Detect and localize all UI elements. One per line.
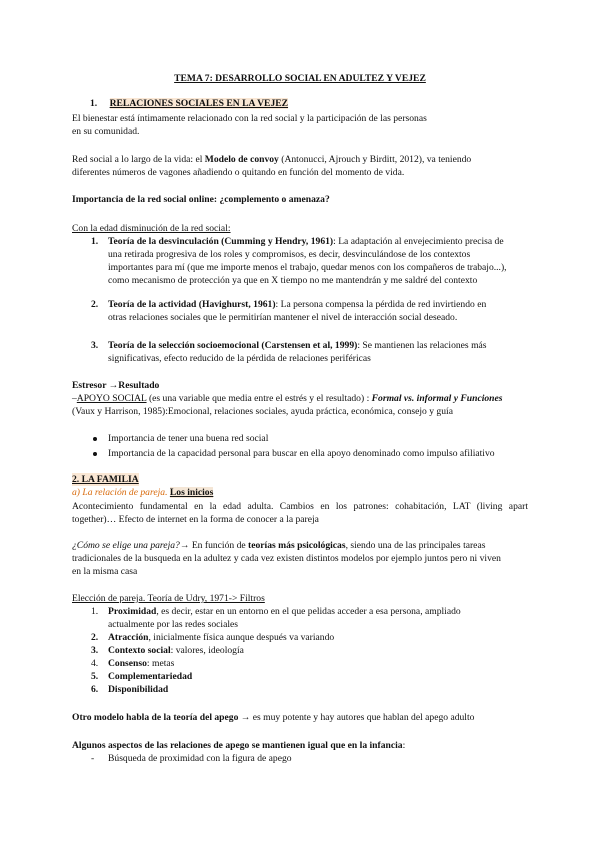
- convoy-text-a: Red social a lo largo de la vida: el: [72, 154, 205, 165]
- online-importance: [72, 193, 330, 206]
- psych-theories: teorías más psicológicas: [248, 540, 346, 551]
- filter-name: Contexto social: [108, 645, 171, 656]
- intro-line-1: El bienestar está íntimamente relacionado con la red social y la participación de las personas: [72, 113, 427, 124]
- social-support-types: Formal vs. informal y Funciones: [371, 393, 503, 404]
- partner-choice-question: ¿Cómo se elige una pareja?: [72, 540, 180, 551]
- social-support-text: (es una variable que media entre el estrés y el resultado) :: [146, 393, 372, 404]
- dash-marker: -: [91, 753, 95, 764]
- theory-1-line-3: importantes para mí (que me importe menos el trabajo, quedar menos con los compañeros de trabajo...),: [108, 262, 507, 273]
- filter-number: 5.: [91, 671, 99, 682]
- social-support-dash: –: [72, 393, 77, 404]
- filter-name: Complementariedad: [108, 671, 193, 682]
- convoy-model-name: Modelo de convoy: [204, 154, 279, 165]
- section-1-heading: [90, 97, 288, 110]
- theory-2-line-2: otras relaciones sociales que le permitirían mantener el nivel de interacción social deseado.: [108, 312, 458, 323]
- event-line-2: together)… Efecto de internet en la forma de conocer a la pareja: [72, 514, 319, 525]
- theory-1-name: Teoría de la desvinculación (Cumming y Hendry, 1961): [108, 236, 334, 247]
- filter-name: Proximidad: [108, 606, 157, 617]
- bullet-item-1: Importancia de tener una buena red social: [108, 433, 269, 444]
- social-support-label: APOYO SOCIAL: [76, 393, 147, 404]
- dash-item: Búsqueda de proximidad con la figura de apego: [108, 753, 292, 764]
- theory-2-line-1: [108, 298, 486, 311]
- partner-choice-line-2: tradicionales de la busqueda en la adultez y cada vez existen distintos modelos por ejemplo juntos pero ni viven: [72, 553, 501, 564]
- section-1-title: RELACIONES SOCIALES EN LA VEJEZ: [109, 98, 289, 109]
- attachment-theory-label: Otro modelo habla de la teoría del apego: [72, 712, 239, 723]
- network-decrease-label: Con la edad disminución de la red social:: [72, 223, 231, 234]
- theory-1-number: 1.: [91, 236, 99, 247]
- theory-1-line-4: como mecanismo de protección ya que en X tiempo no me mantendrán y me saldré del contexto: [108, 275, 478, 286]
- filter-desc: : metas: [146, 658, 175, 669]
- filter-item-5: [108, 670, 192, 683]
- theory-3-line-2: significativas, efecto reducido de la pérdida de relaciones periféricas: [108, 353, 371, 364]
- section-1-number: 1.: [90, 98, 98, 109]
- filter-item-3: [108, 644, 244, 657]
- filter-name: Disponibilidad: [108, 684, 169, 695]
- section-2-heading: 2. LA FAMILIA: [72, 474, 139, 485]
- theory-2-text: : La persona compensa la pérdida de red invirtiendo en: [275, 299, 487, 310]
- filter-item-1-line-2: actualmente por las redes sociales: [108, 619, 238, 630]
- filter-desc: : valores, ideología: [170, 645, 244, 656]
- theory-3-text: : Se mantienen las relaciones más: [357, 340, 487, 351]
- theory-1-text: : La adaptación al envejecimiento precisa de: [333, 236, 504, 247]
- filter-item-2: [108, 631, 334, 644]
- social-support-line-1: [72, 392, 503, 405]
- page-title: TEMA 7: DESARROLLO SOCIAL EN ADULTEZ Y VEJEZ: [174, 73, 426, 84]
- filter-number: 3.: [91, 645, 99, 656]
- convoy-line-2: diferentes números de vagones añadiendo o quitando en función del momento de vida.: [72, 167, 405, 178]
- online-importance-label: Importancia de la red social online: [72, 194, 214, 205]
- filter-item-6: [108, 683, 168, 696]
- partner-choice-text-b: → En función de: [179, 540, 249, 551]
- theory-3-name: Teoría de la selección socioemocional (Carstensen et al, 1999): [108, 340, 358, 351]
- bullet-dot: [93, 437, 97, 441]
- filter-name: Atracción: [108, 632, 149, 643]
- partner-choice-line-1: [72, 539, 485, 552]
- filter-number: 4.: [91, 658, 99, 669]
- theory-2-number: 2.: [91, 299, 99, 310]
- filter-item-1: [108, 605, 461, 618]
- udry-theory-label: Elección de pareja. Teoría de Udry, 1971-> Filtros: [72, 593, 265, 604]
- partner-choice-line-3: en la misma casa: [72, 566, 138, 577]
- section-2-subheading: [72, 486, 213, 499]
- theory-2-name: Teoría de la actividad (Havighurst, 1961): [108, 299, 276, 310]
- filter-desc: , es decir, estar en un entorno en el que pelidas acceder a esa persona, ampliado: [156, 606, 461, 617]
- attachment-aspects-colon: :: [402, 740, 406, 751]
- filter-name: Consenso: [108, 658, 147, 669]
- beginnings-label: Los inicios: [169, 487, 214, 498]
- filter-number: 1.: [91, 606, 99, 617]
- attachment-theory-text: → es muy potente y hay autores que hablan del apego adulto: [238, 712, 475, 723]
- attachment-aspects-label: Algunos aspectos de las relaciones de apego se mantienen igual que en la infancia: [72, 740, 403, 751]
- filter-desc: , inicialmente física aunque después va variando: [148, 632, 335, 643]
- bullet-dot: [93, 452, 97, 456]
- couple-relationship-label: a) La relación de pareja.: [72, 487, 170, 498]
- theory-3-number: 3.: [91, 340, 99, 351]
- filter-number: 6.: [91, 684, 99, 695]
- convoy-text-c: (Antonucci, Ajrouch y Birditt, 2012), va teniendo: [278, 154, 472, 165]
- stressor-result: Estresor →Resultado: [72, 380, 160, 391]
- event-line-1: Acontecimiento fundamental en la edad adulta. Cambios en los patrones: cohabitación, LAT (living apart: [72, 501, 528, 512]
- social-support-line-2: (Vaux y Harrison, 1985):Emocional, relaciones sociales, ayuda práctica, económica, consejo y guía: [72, 406, 453, 417]
- intro-line-2: en su comunidad.: [72, 126, 140, 137]
- theory-3-line-1: [108, 339, 487, 352]
- filter-number: 2.: [91, 632, 99, 643]
- convoy-line-1: [72, 153, 528, 166]
- online-importance-question: : ¿complemento o amenaza?: [213, 194, 330, 205]
- filter-item-4: [108, 657, 174, 670]
- theory-1-line-2: una retirada progresiva de los roles y compromisos, es decir, desvinculándose de los contextos: [108, 249, 471, 260]
- attachment-aspects-line: [72, 739, 405, 752]
- attachment-model-line: [72, 711, 474, 724]
- theory-1-line-1: [108, 235, 504, 248]
- bullet-item-2: Importancia de la capacidad personal para buscar en ella apoyo denominado como impulso afiliativo: [108, 448, 495, 459]
- partner-choice-text-d: , siendo una de las principales tareas: [345, 540, 486, 551]
